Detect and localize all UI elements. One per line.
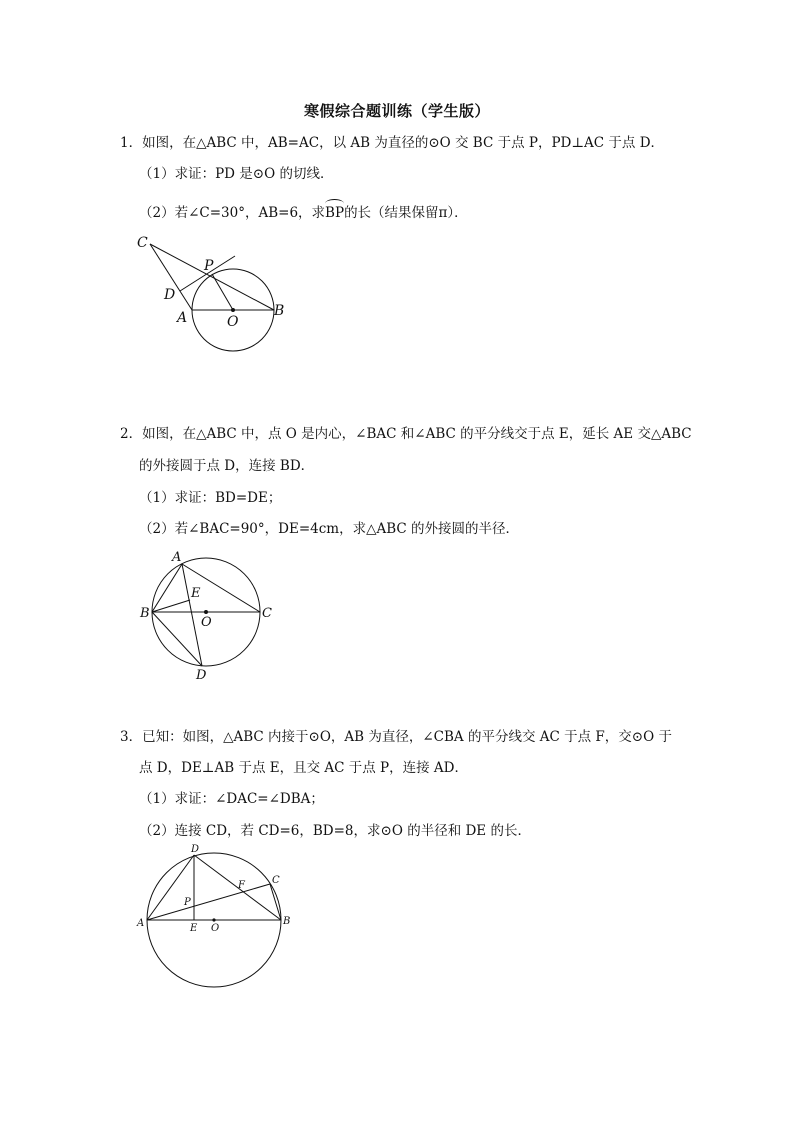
problem-3-part-2: （2）连接 CD，若 CD=6，BD=8，求⊙O 的半径和 DE 的长． <box>139 823 531 839</box>
label-o: O <box>211 923 220 934</box>
problem-1-part-2-suffix: 的长（结果保留π）． <box>344 205 468 221</box>
problem-3-statement-2: 点 D，DE⊥AB 于点 E，且交 AC 于点 P，连接 AD． <box>139 760 468 776</box>
arc-bp-label: BP <box>325 205 345 221</box>
center-dot-o <box>212 918 215 921</box>
label-e: E <box>190 923 198 934</box>
label-b: B <box>140 606 150 621</box>
label-e: E <box>191 586 201 601</box>
label-a: A <box>137 918 145 929</box>
problem-1-part-1: （1）求证：PD 是⊙O 的切线． <box>139 166 334 182</box>
label-f: F <box>238 880 245 891</box>
label-o: O <box>227 314 239 330</box>
problem-3-statement-1: 3．已知：如图，△ABC 内接于⊙O，AB 为直径，∠CBA 的平分线交 AC 于点 F，交⊙O 于 <box>120 729 672 745</box>
segment-da <box>147 855 194 920</box>
segment-ac <box>147 884 270 920</box>
problem-3-part-1: （1）求证：∠DAC=∠DBA； <box>139 791 324 807</box>
label-b: B <box>274 303 285 319</box>
problem-2-part-2: （2）若∠BAC=90°，DE=4cm，求△ABC 的外接圆的半径． <box>139 521 520 537</box>
problem-2-statement-1: 2．如图，在△ABC 中，点 O 是内心，∠BAC 和∠ABC 的平分线交于点 E，延长 AE 交△ABC <box>120 426 692 442</box>
label-d: D <box>164 287 176 303</box>
problem-2-part-1: （1）求证：BD=DE； <box>139 490 282 506</box>
label-o: O <box>201 615 212 630</box>
problem-1-statement: 1．如图，在△ABC 中，AB=AC，以 AB 为直径的⊙O 交 BC 于点 P，PD⊥AC 于点 D． <box>120 135 665 151</box>
label-a: A <box>177 310 188 326</box>
label-d: D <box>191 844 200 855</box>
label-a: A <box>172 550 182 565</box>
problem-1-part-2-prefix: （2）若∠C=30°，AB=6，求 <box>139 205 326 221</box>
page-title: 寒假综合题训练（学生版） <box>303 102 490 120</box>
label-c: C <box>262 606 272 621</box>
label-d: D <box>196 668 207 683</box>
label-b: B <box>283 916 291 927</box>
label-p: P <box>184 897 191 908</box>
problem-2-statement-2: 的外接圆于点 D，连接 BD． <box>139 458 315 474</box>
label-c: C <box>272 875 280 886</box>
segment-cb <box>270 884 281 920</box>
label-c: C <box>137 235 148 251</box>
label-p: P <box>204 258 214 274</box>
